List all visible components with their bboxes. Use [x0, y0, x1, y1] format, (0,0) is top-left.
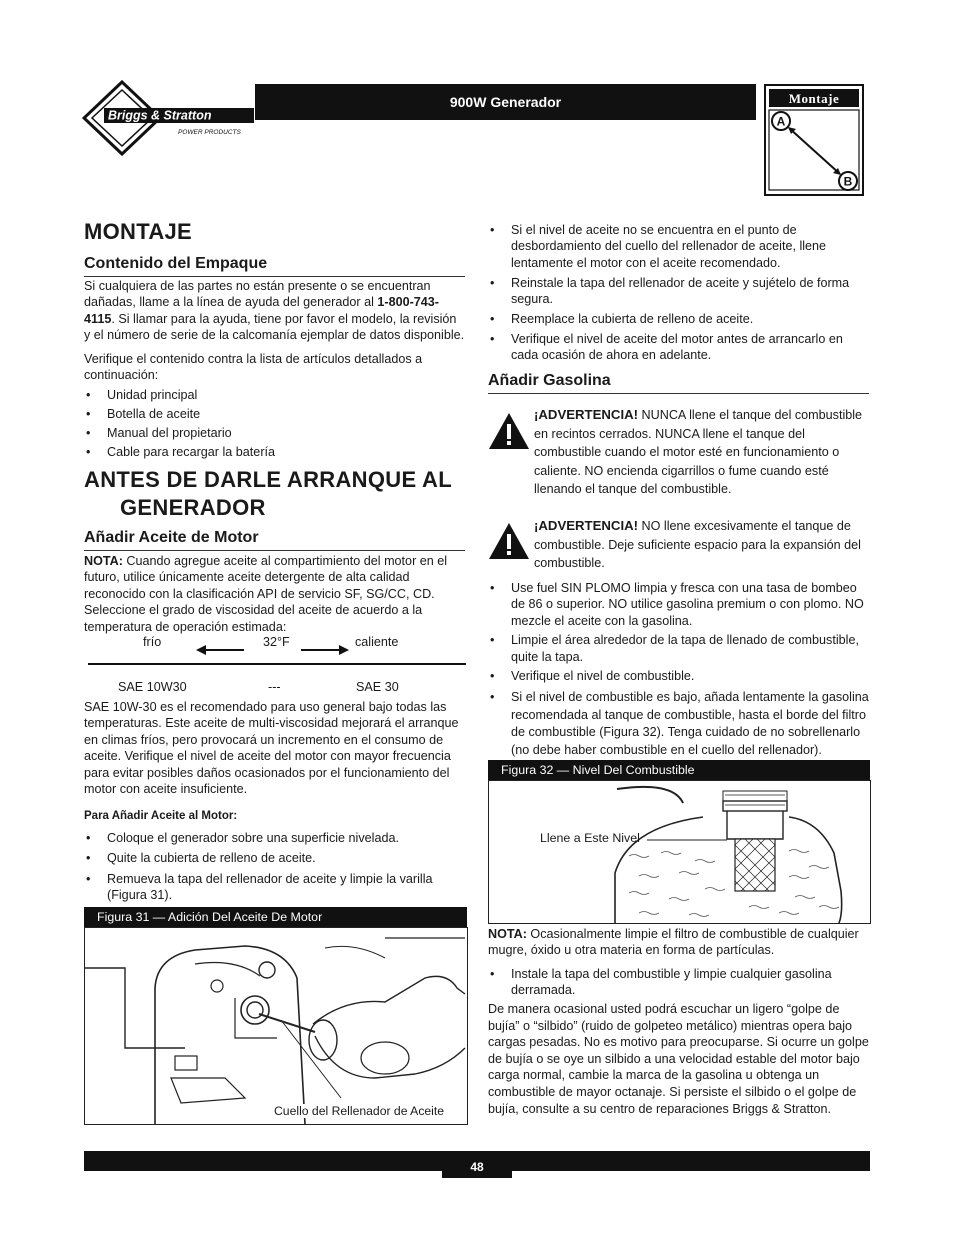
list-item: • Use fuel SIN PLOMO limpia y fresca con una tasa de bombeo de 86 o superior. NO utilice gasolina premium o con plomo. NO mezcle el aceite con la gasolina. — [488, 580, 870, 629]
scale-mid-label: 32°F — [263, 635, 290, 649]
final-steps-list — [488, 966, 870, 999]
contenido-paragraph: Si cualquiera de las partes no están presente o se encuentran dañadas, llame a la línea de ayuda del generador al 1-800-743-4115. Si llamar para la ayuda, tiene por favor el modelo, la revisión y el número de serie de la calcomanía ejemplar de datos disponible. — [84, 279, 465, 343]
figure-31-label: Cuello del Rellenador de Aceite — [274, 1104, 445, 1118]
package-contents-list — [84, 387, 466, 460]
filter-note: NOTA: Ocasionalmente limpie el filtro de combustible de cualquier mugre, óxido u otra materia en forma de partículas. — [488, 927, 859, 958]
oil-steps-heading: Para Añadir Aceite al Motor: — [84, 810, 238, 822]
divider — [84, 550, 465, 551]
heading-gasolina: Añadir Gasolina — [488, 372, 611, 389]
list-item: • Verifique el nivel de aceite del motor antes de arrancarlo en cada ocasión de ahora en adelante. — [488, 331, 870, 364]
list-item: • Remueva la tapa del rellenador de aceite y limpie la varilla (Figura 31). — [84, 871, 466, 904]
list-item: • Botella de aceite — [84, 406, 466, 422]
heading-aceite: Añadir Aceite de Motor — [84, 529, 259, 546]
list-item: • Reemplace la cubierta de relleno de aceite. — [488, 311, 870, 327]
gas-steps-list — [488, 580, 870, 759]
oil-steps-continued-list — [488, 222, 870, 364]
list-item: • Verifique el nivel de combustible. — [488, 668, 870, 684]
arrow-right-icon — [301, 642, 349, 660]
logo-subtext: POWER PRODUCTS — [178, 129, 241, 136]
badge-b: B — [843, 174, 853, 189]
logo-text: Briggs & Stratton — [108, 108, 212, 123]
list-item: • Unidad principal — [84, 387, 466, 403]
warning-overfill: ¡ADVERTENCIA! NO llene excesivamente el tanque de combustible. Deje suficiente espacio para la expansión del combustible. — [534, 518, 861, 571]
warning-fuel-enclosed: ¡ADVERTENCIA! NUNCA llene el tanque del combustible en recintos cerrados. NUNCA llene el tanque del combustible cuando el motor esté en funcionamiento o caliente. NO encienda cigarrillos o fume cuando esté llenando el tanque del combustible. — [534, 407, 863, 497]
sae-paragraph: SAE 10W-30 es el recomendado para uso general bajo todas las temperaturas. Este aceite de multi-viscosidad mejorará el arranque en climas fríos, pero provocará un incremento en el consumo de aceite. Verifique el nivel de aceite del motor con mayor frecuencia para evitar posibles daños ocasionados por el funcionamiento del motor con aceite insuficiente. — [84, 700, 459, 797]
figure-32-caption: Figura 32 — Nivel Del Combustible — [488, 760, 870, 780]
heading-contenido: Contenido del Empaque — [84, 255, 268, 272]
brand-logo — [82, 78, 254, 158]
oil-note: NOTA: Cuando agregue aceite al compartimiento del motor en el futuro, utilice únicamente aceite detergente de alta calidad reconocido con la clasificación API de servicio SF, SG/CC, CD. Seleccione el grado de viscosidad del aceite de acuerdo a la temperatura de operación estimada: — [84, 554, 448, 634]
figure-32-label: Llene a Este Nivel — [540, 831, 640, 845]
list-item: • Reinstale la tapa del rellenador de aceite y sujételo de forma segura. — [488, 275, 870, 308]
scale-hot-label: caliente — [355, 635, 399, 649]
header-title: 900W Generador — [255, 84, 756, 120]
figure-31-caption: Figura 31 — Adición Del Aceite De Motor — [84, 907, 467, 927]
page-number: 48 — [442, 1156, 512, 1178]
list-item: • Instale la tapa del combustible y limpie cualquier gasolina derramada. — [488, 966, 870, 999]
list-item: • Si el nivel de aceite no se encuentra en el punto de desbordamiento del cuello del rellenador de aceite, llene lentamente el motor con el aceite recomendado. — [488, 222, 870, 271]
list-item: • Limpie el área alrededor de la tapa de llenado de combustible, quite la tapa. — [488, 632, 870, 665]
section-title-antes: ANTES DE DARLE ARRANQUE AL GENERADOR — [84, 467, 452, 520]
list-item: • Quite la cubierta de relleno de aceite. — [84, 850, 466, 866]
grade-mid: --- — [268, 680, 281, 694]
arrow-left-icon — [196, 642, 246, 660]
list-item: • Coloque el generador sobre una superficie nivelada. — [84, 830, 466, 846]
scale-cold-label: frío — [143, 635, 162, 649]
list-item: • Cable para recargar la batería — [84, 444, 466, 460]
list-item: • Manual del propietario — [84, 425, 466, 441]
contenido-paragraph-2: Verifique el contenido contra la lista de artículos detallados a continuación: — [84, 352, 423, 383]
badge-a: A — [776, 114, 786, 129]
badge-title: Montaje — [788, 91, 840, 106]
helpline-phone: 1-800-743-4115 — [84, 295, 439, 326]
montaje-badge — [764, 84, 864, 196]
temperature-scale-line — [88, 663, 466, 665]
figure-32-image — [488, 780, 871, 924]
grade-left: SAE 10W30 — [118, 680, 187, 694]
section-title-montaje: MONTAJE — [84, 219, 193, 244]
warning-icon — [488, 412, 530, 455]
divider — [84, 276, 465, 277]
knock-paragraph: De manera ocasional usted podrá escuchar un ligero “golpe de bujía” o “silbido” (ruido de golpeteo metálico) mientras opera bajo cargas pesadas. No es motivo para preocuparse. Si ocurre un golpe de bujía o se oye un silbido a una velocidad estable del motor bajo carga normal, cambie la marca de la gasolina u obtenga un combustible de mayor octanaje. Si persiste el silbido o el golpe de bujía, consulte a su centro de reparaciones Briggs & Stratton. — [488, 1002, 869, 1116]
list-item: • Si el nivel de combustible es bajo, añada lentamente la gasolina recomendada al tanque de combustible, hasta el borde del filtro de combustible (Figura 32). Tenga cuidado de no sobrellenarlo (no debe haber combustible en el cuello del rellenador). — [488, 689, 870, 759]
warning-icon — [488, 522, 530, 565]
grade-right: SAE 30 — [356, 680, 399, 694]
divider — [488, 393, 869, 394]
oil-steps-list — [84, 830, 466, 904]
figure-31-image — [84, 927, 468, 1125]
